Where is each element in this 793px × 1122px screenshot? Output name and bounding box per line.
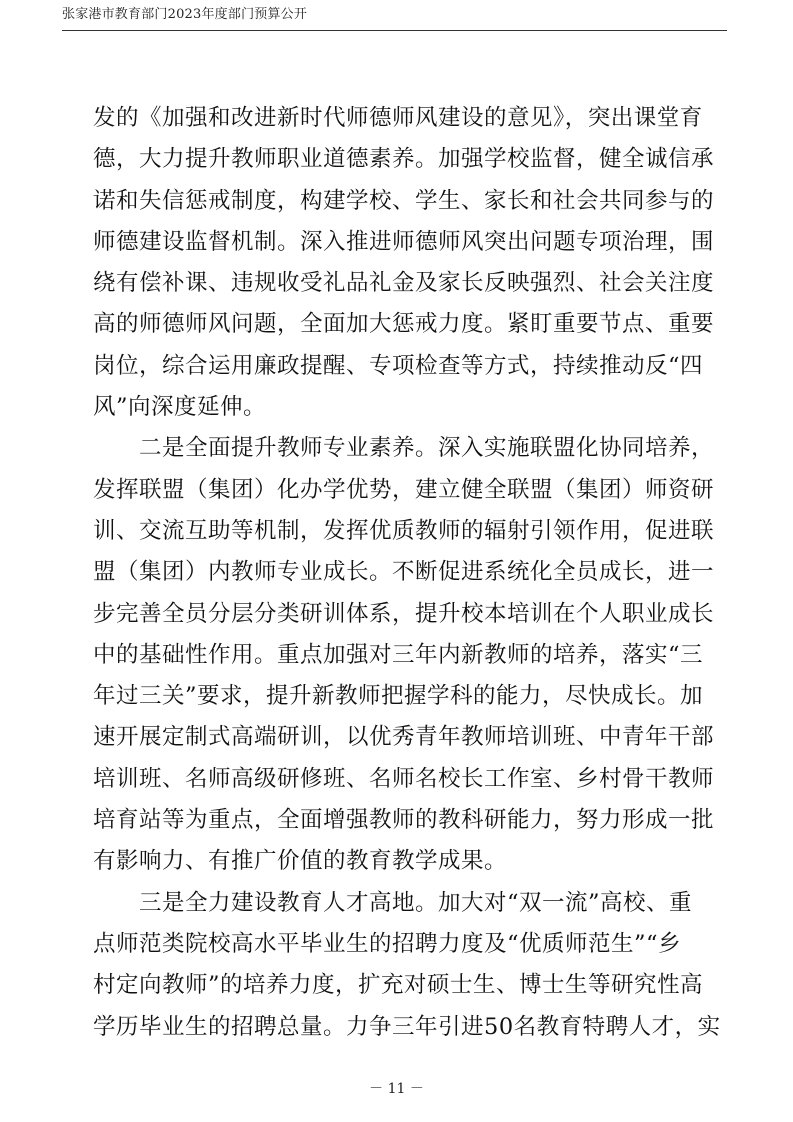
text-line: 诺和失信惩戒制度，构建学校、学生、家长和社会共同参与的 [93,187,715,214]
text-line: 学历毕业生的招聘总量。力争三年引进50名教育特聘人才，实 [93,1013,721,1040]
text-line: 德，大力提升教师职业道德素养。加强学校监督，健全诚信承 [93,146,715,173]
text-line: 师德建设监督机制。深入推进师德师风突出问题专项治理，围 [93,228,715,255]
body-text [93,98,721,1048]
text-line: 盟（集团）内教师专业成长。不断促进系统化全员成长，进一 [93,559,715,586]
text-line: 培育站等为重点，全面增强教师的教科研能力，努力形成一批 [93,807,715,834]
text-line: 年过三关”要求，提升新教师把握学科的能力，尽快成长。加 [93,683,704,710]
text-line: 岗位，综合运用廉政提醒、专项检查等方式，持续推动反“四 [93,352,704,379]
text-line: 风”向深度延伸。 [93,394,267,421]
page-number: － 11 － [369,1081,424,1097]
text-line: 步完善全员分层分类研训体系，提升校本培训在个人职业成长 [93,600,715,627]
text-line: 速开展定制式高端研训，以优秀青年教师培训班、中青年干部 [93,724,715,751]
text-line: 培训班、名师高级研修班、名师名校长工作室、乡村骨干教师 [93,765,715,792]
text-line: 二是全面提升教师专业素养。深入实施联盟化协同培养， [139,435,715,462]
text-line: 村定向教师”的培养力度，扩充对硕士生、博士生等研究性高 [93,972,704,999]
text-line: 发挥联盟（集团）化办学优势，建立健全联盟（集团）师资研 [93,476,715,503]
text-line: 有影响力、有推广价值的教育教学成果。 [93,848,508,875]
text-line: 高的师德师风问题，全面加大惩戒力度。紧盯重要节点、重要 [93,311,715,338]
text-line: 三是全力建设教育人才高地。加大对“双一流”高校、重 [139,889,693,916]
header-divider [62,30,727,31]
running-header: 张家港市教育部门2023年度部门预算公开 [62,7,308,22]
text-line: 训、交流互助等机制，发挥优质教师的辐射引领作用，促进联 [93,517,715,544]
text-line: 点师范类院校高水平毕业生的招聘力度及“优质师范生”“乡 [93,930,682,957]
text-line: 中的基础性作用。重点加强对三年内新教师的培养，落实“三 [93,641,704,668]
text-line: 绕有偿补课、违规收受礼品礼金及家长反映强烈、社会关注度 [93,270,715,297]
text-line: 发的《加强和改进新时代师德师风建设的意见》，突出课堂育 [93,105,703,131]
